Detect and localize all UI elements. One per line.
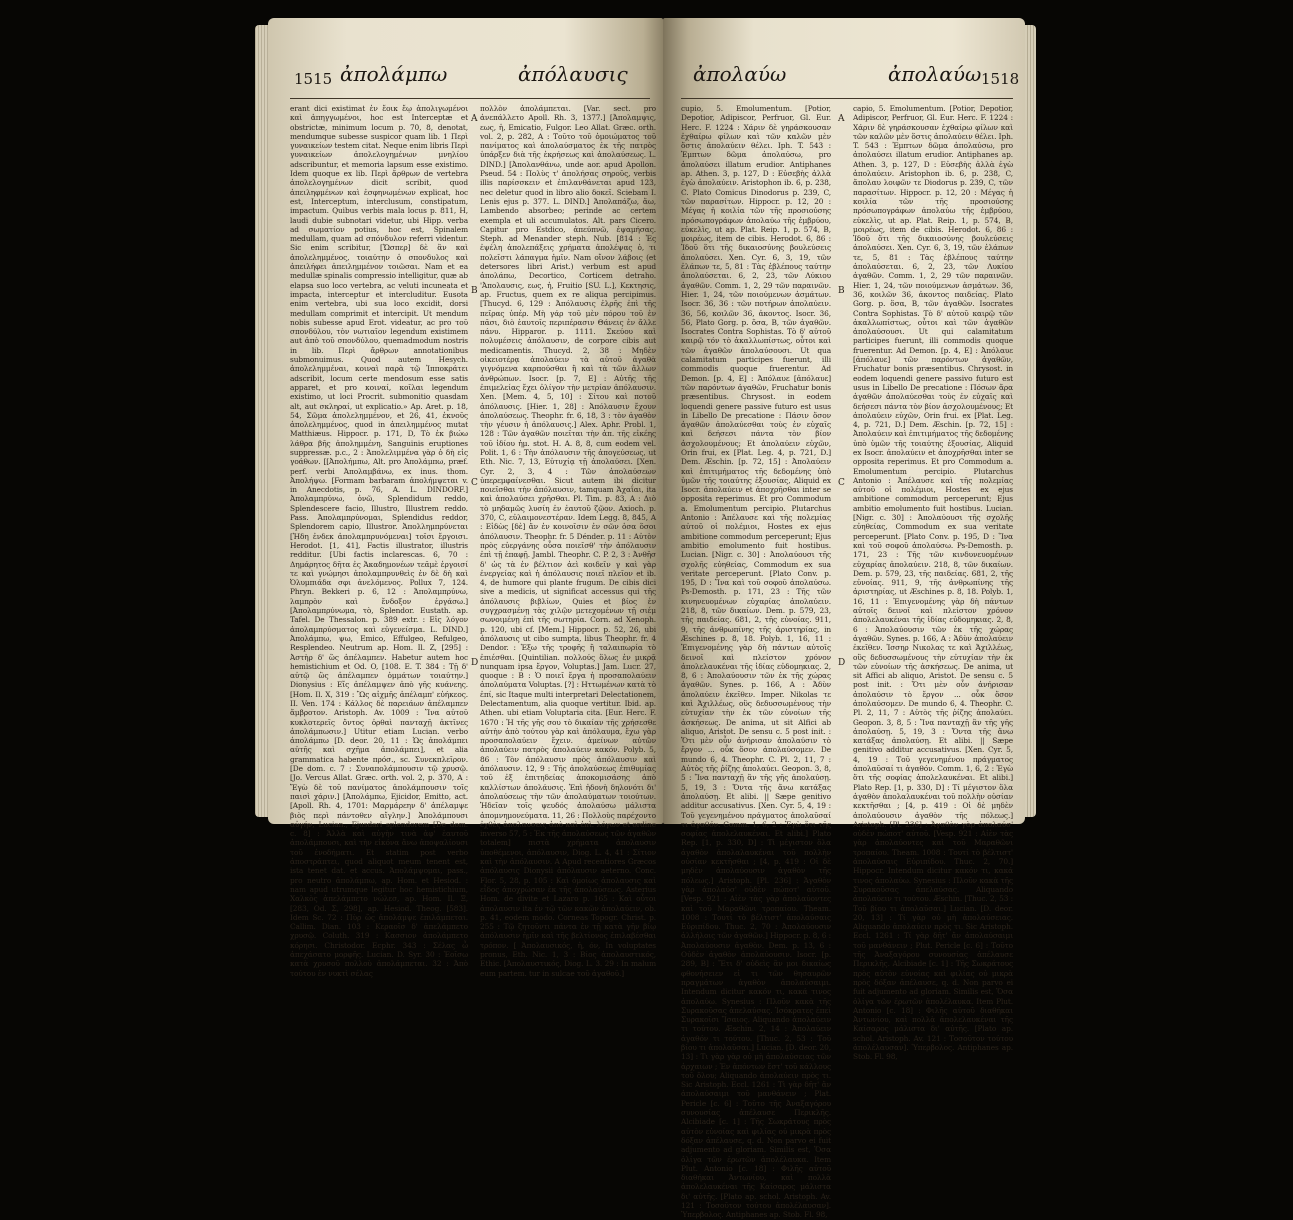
left-page-header [268,62,663,92]
left-headword-1: ἀπολάμπω [340,62,448,86]
right-headword-2: ἀπολαύω [888,62,982,86]
left-page-column-2: πολλὸν ἀπολάμπεται. [Var. sect. pro ἀνεπάλλετο Apoll. Rh. 3, 1377.] [Ἀπολαμψις, εως, ἡ, Emicatio, Fulgor. Leo Allat. Græc. orth. vol. 2, p. 282, A : Τοῦτο τοῦ ὁμοιώματος τοῦ πανίματος καὶ ἀπολαύσματος ἐκ τῆς πατρὸς ὑπάρξεν διὰ τῆς ἐκρήσεως καὶ ἀπολαύσεως. L. DIND.] [Ἀπολανθάνω, unde aor. apud Apollon. Pseud. 54 : Πολὺς τ' ἀπολήσας σηροῦς, verbis illis παρίσσκειν et ἐπιλανθάνεται apud 123, nec deletur quod in libro alio δοκεῖ. Sciebam I. Lenis ejus p. 377. L. DIND.] Ἀπολαπάζω, ἄω, Lambendo absorbeo; perinde ac certem exempla et uli accumulatos. Alt. pars Cicero. Capitur pro Estdico, ἀπεύπνῶ, ἐψαμήσας. Steph. ad Menander steph. Nub. [814 : Ἐς ἐψέλη ἀπολεπάξεις χρήματα ἀπολέψας ὁ, τι πολεῖστι λάπαγμα ἡμῖν. Nam οἴνον λάβοις (et detersores libri Arist.) verbum est apud ἀπολάπω, Decortico, Corticem detraho. 'Ἀπολαυσις, εως, ἡ, Fruitio [SU. L.], Κεκτησις, ap. Fructus, quem ex re aliqua percipimus. [Thucyd. 6, 129 : Ἀπόλαυσις ἐλρῆς ἐπὶ τῆς πεῖρας ὑπέρ. Μὴ γάρ τοῦ μὲν πόρου τοῦ ἐν πᾶσι, διὸ ἑαυτοῖς περιπέρασιν Θάνεις ἐν ἄλλε πάνυ. Hipparor. p. 1111. Σκεύου καὶ πολυμέσεις ἀπόλαυσιν, de corpore cibis aut medicamentis. Thucyd. 2, 38 : Μηδὲν οἰκειοτέρᾳ ἀπολαύειν τὰ αὐτοῦ ἀγαθὰ γιγνόμενα καρπούσθαι ἢ καὶ τὰ τῶν ἄλλων ἀνθρώπων. Isocr. [p. 7, E] : Αὐτῆς τῆς ἐπιμελείας ἔχει ὀλίγον τὴν μετρίαν ἀπόλαυσιν. Xen. [Mem. 4, 5, 10] : Σίτου καὶ ποτοῦ ἀπόλαυσις. [Hier. 1, 28] : Ἀπόλαυσιν ἔχουν ἀπολαύσεως. Theophr. fr. 6, 18, 3 : τὸν ἀγαθὸν τὴν γέυσιν ἡ ἀπόλαυσις.] Alex. Aphr. Probl. 1, 128 : Τῶν ἀγαθῶν ποιεῖται τὴν ἀπ. τῆς εἰκέης τοῦ ἰδίου ἡμ. stot. H. A. 8, 8, cum eodem vel. Polit. 1, 6 : Τὴν ἀπόλαυσιν τῆς ἀπογεύσεως, ut Eth. Nic. 7, 13, Εὐτυχίᾳ τῇ ἀπολαύσει. [Xen. Cyr. 2, 3, 4 : Τῶν ἀπολαύσεων ὑπερεμφαίνεσθαι. Sicut autem ibi dicitur ποιεῖσθαι τὴν ἀπόλαυσιν, tamquam Ἀχαΐαι, ita καὶ ἀπολαύσει χρῆσθαι. Pl. Tim. p. 83, A : Διὸ τὸ μηδαμῶς λυσίη ἐν ἑαυτοῦ ζῷον. Axioch. p. 370, C, εὐλαιμονεστέραν. Idem Legg. 8, 845, A : Εἰδὼς [δὲ] ἄν ἐν κοινοῖσιν ἐν σῶν ὁσα ὅσοι ἀπόλαυσιν. Theophr. fr. 5 Dénder. p. 11 : Αὐτὸν πρὸς εὐεργάνης οὖσα ποιεῖσθ' τὴν ἀπόλαυσιν ἐπὶ τῇ ἐπαφῇ. Jambl. Theophr. C. P. 2, 3 : Ἀνθῆσ δ' ὡς τὰ ἐν βέλτιον ἀεὶ κοιδεῖν γ καὶ γὰρ ἐνεργείας καὶ ἡ ἀπόλαυσις ποιεῖ πλεῖον et ib. 4, de humore qui plante frugum. De cibis dici sive a medicis, ut significat accessus qui τῆς ἀπόλαυσις βιβλίων, Quies et βίος ἐν συγχρασμένῃ τὰς χιλῷν μετεχομένων τῇ σιέμ σωνοιμένῃ ἐπὶ τῆς σωτηρία. Corn. ad Xenoph. p. 120, ubi cf. [Mem.] Hippocr. p. 52, 26, ubi ἀπόλαυσις ut cibo sumpta, libus Theophr. fr. 4 Dendor. : Ἐξω τῆς τροφῆς ἢ ταλαιπωρία τὸ ἐπιέσθαι. [Quintilian. πολλούς ὅλως ἐν μικρᾷ nunquam ipsa ἔργον, Voluptas.] Jam. Lucr. 27, quoque : B : Ὁ ποιεῖ ἔργα ἡ προσαπολαύειν ἀπολαύματα Voluptas. [?] : Ηττωμένων κατὰ τὸ ἐπί, sic Itaque multi interpretari Delectationem, Delectamentum, alia quoque vertitur. Ibid. ap. Athen. ubi etiam Voluptaria cita. [Eur. Herc. F. 1670 : Ἡ τῆς γῆς σου τὸ δικαίαν τῆς χρήσεσθε αὐτὴν ἀπὸ τούτου γὰρ καὶ ἀπόλαυμα, ἔχω γὰρ προσαπολαύειν ἔχειν. ἀμείνων αὐτῶν ἀπολαύειν πατρὸς ἀπολαύειν κακόν. Polyb. 5, 86 : Τὸν ἀπόλαυσιν πρὸς ἀπόλαυσιν καὶ ἀπόλαυσιν. 12, 9 : Τῆς ἀπολαύσεως ἐπιθυμίας τοῦ ἐξ ἐπιτηδείας ἀποκομισάσης ἀπὸ καλλίστων ἀπολάυσις. Ἐπὶ ἡδονὴ δηλονότι δι' ἀπολαύσεως τὴν τῶν ἀπολαύματων τοιούτων. Ἡδεῖαν τοῖς ψευδός ἀπολαύσω μάλιστα ἀπομνημονεύματα. 11, 26 : Πολλοὺς παρέχοντο ἐχθὲς ἀπολαυσεις ἀπὸ καὶ ἐπὶ. λόγων et ordine inverso 57, 5 : Ἐκ τῆς ἀπολαύσεως τῶν ἀγαθῶν totalem] πιστὰ χρήματα ἀπολαυσιν ὑποθέμενοι, ἀπόλαυσιν, Diog. L. 4, 41 : Σίτιον καὶ τὴν ἀπόλαυσιν. A Apud recentiores Græcos ἀπόλαυσις Dionysii ἀπόλαυσιν aeterno. Conc. Flor. 5, 28, p. 105 : Καὶ ὁμοίως ἀπολαυσις καὶ εἶδος ἀποχρώσαν ἐκ τῆς ἀπολαύσεως. Asterius Hom. de divite et Lazaro p. 165 : Καὶ οὗτοι ἀπολαυσιν ita ἐν τῷ τῶν κακῶν ἀπολαύειν, ob. p. 41, eodem modo. Corneas Topogr. Christ. p. 255 : Τῷ ζητοῦντι πάντα ἐν τῇ κατὰ γῆν βίῳ ἀπόλαυσιν ἡμῖν καὶ τῆς βελτίονος ἐπιλαβέσθαι τρόπον. [ Ἀπολαυσικός, ἡ, όν, In voluptates pronus, Eth. Nic. 1, 3 : Βίος ἀπολαυστικός, Ethic. [Ἀπολαυστικός, Diog. L. 3. 29 : In malum eum partem. tur in sulcae τοῦ ἀγαθοῦ.] [480,104,656,978]
left-margin-marker-d: D [471,658,479,668]
left-page-number: 1515 [294,70,333,88]
right-margin-marker-b: B [838,286,845,296]
left-margin-marker-c: C [471,478,478,488]
left-page [268,18,663,978]
right-page-header [663,62,1025,92]
right-margin-marker-c: C [838,478,845,488]
left-headword-2: ἀπόλαυσις [518,62,628,86]
right-margin-marker-a: A [838,114,845,124]
right-headword-1: ἀπολαύω [693,62,787,86]
right-margin-marker-d: D [838,658,846,668]
left-header-rule [290,98,650,99]
right-page-number: 1518 [981,70,1020,88]
right-page [663,18,1025,1220]
left-margin-marker-b: B [471,286,478,296]
left-margin-marker-a: A [471,114,478,124]
left-page-column-1: erant dici existimat ἐν ἔοικ ἔῳ ἀπολιγωμένοι καὶ ἀπηγγωμένοι, hoc est Interceptæ et obstrictæ, minimum locum p. 70, 8, denotat, mendumque subesse suspicor quam lib. 1 Περὶ γυναικείων testem citat. Neque enim libris Περὶ γυναικείων ἀπολελογημένων μνηλίου adscribuntur, et memoria lapsum esse existimo. Idem quoque ex lib. Περὶ ἄρθρων de vertebra ἀπολελογημένων dicit scribit, quod ἀπειληφμένων καὶ ἐσφηνωμένων explicat, hoc est, Interceptum, interclusum, constipatum, impactum. Quibus verbis mala locus p. 811, H, laudi dubie subnotari videtur, ubi Hipp. verba ad σωματίον potius, hoc est, Spinalem medullam, quam ad σπόνδυλον referri videntur. Sic enim scribitur, [Ὥσπερ] δὲ ἂν καὶ ἀπολελημμένος, τοιαύτην ὁ σπονδυλος καὶ ἀπειλήφει ἀπειλημμένον τοιῶσαι. Nam et ea medullæ spinalis compressio intelligitur, quæ ab elapsa suo loco vertebra, ac veluti incuneata et impacta, interceptur et intercluditur. Eusota enim vertebra, ubi sua loco excidit, dorsi medullam comprimit et intercipit. Ut mendum nobis subesse apud Erot. videatur, ac pro τοῦ σπονδύλου, τὸν νωτιαῖον legendum existimem aut ἀπὸ τοῦ σπονδύλου, quemadmodum nostris in lib. Περὶ ἄρθρων annotationibus submonuimus. Quod autem Hesych. ἀπολελημμέναι, κοιναὶ παρὰ τῷ Ἱπποκράτει adscribit, locum certe mendosum esse satis apparet, et pro κοιναί, κοῖλαι legendum existimo, ut loci Procrit. submonitio quasdam alt, aut σκληραί, ut explicatio.» Ap. Aret. p. 18, 54, Σῶμα ἀπολελημμένον, et 26, 41, ἐκνοῦς ἀπολελημμένος, quod in ἀπειλημμένος mutat Matthiæus. Hippocr. p. 171, D, Τὸ ἐκ βιώω λάθρα βῆς ἀπολημμένη, Sanguinis eruptiones suppressæ. p.c., 2 : Ἀπολελιμμένα γὰρ ὁ δὴ εἰς γοάθων. [[Ἀπολήμπω, Alt. pro Ἀπολάμπω, præf. perf. verbi Ἀπολαμβάνω, ex inus. thom. Ἀπολήψω. [Formam barbaram ἀπολήμψεται v. in Anecdotis, p. 76, A. L. DINDORF.] Ἀπολαμπρύνω, ὁνῶ, Splendidum reddo, Splendescere facio, Illustro, Illustrem reddo. Pass. Ἀπολαμπρύνομαι, Splendidus reddor, Splendorem capio, Illustror. Ἀπολλημπρύνεται [Ἠδη ἐνδεκ ἀπολαμπρυνόμεναι] τοῖσι ἔργοισι. Herodot. [1, 41], Factis illustrator, illustris redditur. [Ubi factis inclarescas. 6, 70 : Δημάρητος δῆτα ἐς Ἀκαδημονέων τεᾶμὲ ἐργοισί τε καὶ γνώμησι ἀπολαμπρυνθεὶς ἐν δὲ δὴ καὶ Ὀλυμπιάδα σφι ἀνελόμενος. Pollux 7, 124. Phryn. Bekkeri p. 6, 12 : Ἀπολαμπρύνω, λαμπρὸν καὶ ἔνδοξον ἐργάσω.] [Ἀπολαμπρύνωμα, τὸ, Splendor. Eustath. ap. Tafel. De Thessalon. p. 389 extr. : Εἰς λόγον ἀπολαμπρύσματος καὶ εὐγενείσμα. L. DIND.] Ἀπολάμπω, ψω, Emicο, Effulgeo, Refulgeo, Resplendeo. Neutrum ap. Hom. Il. Z, [295] : Ἀστὴρ δ' ὣς ἀπέλαμπεν. Habetur autem hoc hemistichium et Od. O, [108. E. T. 384 : Τῇ δ' αὐτῷ ὣς ἀπέλαμπεν ὀμμάτων τοιαύτην.] Dionysius : Εἴς ἀπέλαμψεν ἀπὸ γῆς κυάνεης. [Hom. Il. X, 319 : Ὣς αἰχμῆς ἀπέλαμπ' εὐήκεος. II. Ven. 174 : Κάλλος δὲ παρειάων ἀπέλαμπεν ἄμβροτον. Aristoph. Av. 1009 : Ἵνα αὐτοῦ κυκλοτερεῖς ὄντος ὀρθαὶ πανταχῇ ἀκτῖνες ἀπολάμπωσιν.] Utitur etiam Lucian. verbo ἀπολάμπω [D. deor. 20, 11 : Ὡς ἀπολάμπει αὐτῆς καὶ σχῆμα ἀπολάμπει], et alia grammatica habente πρόσ., sc. Συνεκπλεῖρον. [De dom. c. 7 : Συναπολάμπουσιν τῷ χρυσῷ. [Jo. Vercus Allat. Græc. orth. vol. 2, p. 370, A : Ἔγὼ δὲ τοῦ πανίματος ἀπολάμπουσιν τοῖς παισὶ χάριν.] [Ἀπολάμπω, Ejicidor, Emitto, act. [Apoll. Rh. 4, 1701: Μαρμάρεην δ' ἀπέλαμψε βιὸς περὶ πάντοθεν αἴγλην.] Ἀπολάμπουσι αὐγήν, Lucian., Ejusdari splendorem [De dom. c. 8] : Ἀλλὰ καὶ αὐγὴν τινὰ ἀφ' ἑαυτοῦ ἀπολάμπουσι, καὶ τὴν εἰκόνα ἄνω ἀποψαλίουσι τοῦ ἐνοδήματι. Et statim post verbo ἀποστράπτει, quod aliquot meum tenent est, ista tenet dat. et accus. Ἀπολάμψομαι, pass., pro neutro ἀπολάμπω, ap. Hom. et Hesiod. : nam apud utrumque legitur hoc hemistichium, Χαλκὸς ἀπελάμπετο νώλεσ, ap. Hom. Il. Ξ, [283, Od. Σ, 298], ap. Hesiod. Theog. [583]. Idem Sc. 72 : Πὺρ ὣς ἀπολάμψε ἐπιλάμπεται. Callim. Dian. 103 : Κεραοῖσ δ' ἀπελάμπετο χρυσῷ. Coluth. 319 : Κασσιον ἀπολάμπετο κόρησι. Christodor. Ecphr. 343 : Σέλας ὦ ἀπεχάσατο μορφῆς. Lucian. D. Syr. 30 : Ἐοῖσω κατὰ χρυσοῦ πολλοὺ ἀπολάμπεται. 32 : Ἀπὸ τούτου ἐν νυκτὶ σέλας [290,104,468,978]
right-page-column-1: cupio, 5. Emolumentum. [Potior, Depotior, Adipiscor, Perfruor, Gl. Eur. Herc. F. 1224 : Χάριν δὲ γηράσκουσαν ἐχθαίρω φίλων καὶ τῶν καλῶν μὲν ὅστις ἀπολαύειν θέλει. Iph. T. 543 : Ἐμπτων δῶμα ἀπολαύσω, pro ἀπολαύσει illatum erudior. Antiphanes ap. Athen. 3, p. 127, D : Εὐσεβὴς ἀλλὰ ἐγὼ ἀπολαύειν. Aristophon ib. 6, p. 238, C. Plato Comicus Dinodorus p. 239, C, τῶν παρασίτων. Hippocr. p. 12, 20 : Μέγας ἡ κοιλία τῶν τῆς προσιούσης πρόσωπογράφων ἀπολαύω τῆς ἐμβρύου, εὐκελὶς, ut ap. Plat. Reip. 1, p. 574, B, μοιρέως, item de cibis. Herodot. 6, 86 : Ἰδοῦ ὅτι τῆς δικαιοσύνης βουλεύσεις ἀπολαύσει. Xen. Cyr. 6, 3, 19, τῶν ἐλάπων τε, 5, 81 : Τὰς ἐβλέπους ταύτην ἀπολαύσεται. 6, 2, 23, τῶν Λύκιου ἀγαθῶν. Comm. 1, 2, 29 τῶν παραινῶν. Hier. 1, 24, τῶν ποιούμενων ἀσμάτων. Isocr. 36, 36 : τῶν ποτήρων ἀπολαύειν. 36, 56, κοιλῶν 36, ἀκοντος. Isocr. 36, 56, Plato Gorg. p. ὅσα, B, τῶν ἀγαθῶν. Isocrates Contra Sophistas. Τὸ δ' αὐτοῦ καιρῷ τόν τὸ ἀκαλλωπίστως, οὗτοι καὶ τῶν ἀγαθῶν ἀπολαύσουσι. Ut qua calamitatum participes fuerunt, illi commodis quoque fruerentur. Ad Demon. [p. 4, E] : Ἀπόλαυε [ἀπόλαυε] τῶν παρόντων ἀγαθῶν, Fruchatur bonis præsentibus. Chrysost. in eodem loquendi genere passive futuro est usus in Libello De precatione : Πάσιν ὅσον ἀγαθῶν ἀπολαύεσθαι τοὺς ἐν εὐχαῖς καὶ δεήσεσι πάντα τὸν βίον ἀσχολουμένους; Et ἀπολαύειν εὐχῶν, Orin frui, ex [Plat. Leg. 4, p. 721, D.] Dem. Æschin. [p. 72, 15] : Ἀπολαύειν καὶ ἐπιτιμήματος τῆς δεδομένης ὑπὸ ὑμῶν τῆς τοιαύτης ἐξουσίας, Aliquid ex Isocr. ἀπολαύειν et ἀποχρῆσθαι inter se opposita reperimus. Et pro Commodum a. Emolumentum percipio. Plutarchus Antonio : Ἀπέλαυσε καὶ τῆς πολεμίας αὐτοῦ οἱ πολέμιοι, Hostes ex ejus ambitione commodum perceperunt; Ejus ambitio emolumento fuit hostibus. Lucian. [Nigr. c. 30] : Ἀπολαύουσι τῆς σχολῆς εὐηθείας, Commodum ex sua veritate perceperunt. [Plato Conv. p. 195, D : Ἵνα καὶ τοῦ σοφοῦ ἀπολαύσω. Ps-Demosth. p. 171, 23 : Τῆς τῶν κινηνευομένων εὐχαρίας ἀπολαύειν. 218, 8, τῶν δικαίων. Dem. p. 579, 23, τῆς παιδείας. 681, 2, τῆς εὐνοίας. 911, 9, τῆς ἀνθρωπίνης τῆς ἀριστηρίας, in Æschines p. 8, 18. Polyb. 1, 16, 11 : Ἐπιγενομένης γὰρ δὴ πάντων αὐτοῖς δεινοῖ καὶ πλείστον χρόνον ἀπολελαυκέναι τῆς ἰδίας εὐδομηκιας. 2, 8, 6 : Ἀπολαύουσιν τῶν ἐκ τῆς χώρας ἀγαθῶν. Synes. p. 166, A : Ἀδὺν ἀπολαύειν ἐκεῖθεν. Imper. Nikolas τε καὶ Ἀχιλλέως, οὓς δεδυσσωμένους τὴν εὐτυχίαν τὴν ἐκ τῶν εὐνοίων τῆς ἀσκήσεως. De anima, ut sit Alfici ab aliquo, Aristot. De sensu c. 5 post init. : Ὅτι μὲν οὖν ἀνήρισαν ἀπολαύσιν τὸ ἔργον ... οὖκ ὅσον ἀπολαύσομεν. De mundo 6, 4. Theophr. C. Pl. 2, 11, 7 : Αὐτὸς τῆς ῥίζης ἀπολαύει. Geopon. 3, 8, 5 : Ἴνα πανταχῇ ἂν τῆς γῆς ἀπολαύσῃ. 5, 19, 3 : Ὄντα τῆς ἄνω κατάξας ἀπολαύσῃ. Et alibi. || Sæpe genitivo additur accusativus. [Xen. Cyr. 5, 4, 19 : Τοῦ γεγενημένου πράγματος ἀπολαῦσαί τι ἀγαθόν. Comm. 1, 6, 2 : Ἐγὼ ὅτι τῆς σοφίας ἀπολελαυκέναι. Et alibi.] Plato Rep. [1, p. 330, D] : Τὶ μέγιστον ὅλα ἀγαθὸν ἀπολαλαυκέναι τοῦ πολλὴν οὐσίαν κεκτῆσθαι ; [4, p. 419 : Οἱ δὲ μηδὲν ἀπολαύουσιν ἀγαθὸν τῆς πόλεως.] Aristoph. [Pl. 236] : Ἀγαθὸν γὰρ ἀπολαύσ' οὐδὲν πώποτ' αὐτοῦ. [Vesp. 921 : Αἰὲν τὰς γὰρ ἀπολαύοντες καὶ τοῦ Μαραθῶνι τροπαίου. Theam. 1008 : Τουτί τὸ βέλτιστ' ἀπολαύσαις Εὐριπίδου. Thuc. 2, 70 : Ἀπολαύουσιν ἀλλήλοις τῶν ἀγαθῶν.] Hippocr. p. 8, 6 : Ἀπολαύουσιν ἀγαθὸν. Dem. p. 13, 6 : Οὐδὲν ἀγαθὸν ἀπολαύουσιν. Isocr. [p. 289, B] : Ἔτι δ' οὐδεὶς ἂν μοι δικαίως φθονήσειεν εἰ τι τῶν θησαυρῶν πραγμάτων ἀγαθὸν ἀπολαύσαιμι. Intendum dicitur κακόν τι, κακά τινος ἀπολαύω. Synesius : Πλοῦν κακὰ τῆς Συρακοῦσας ἀπελαύσας. Ἰσόκρατες ἐπεὶ Συρακοῖσι Ἴσαιος. Aliquando ἀπολαύειν τι τούτου. Æschin. 2, 14 : Ἀπολαύειν ἀγαθόν τι τούτου. [Thuc. 2, 53 : Τοῦ βίου τι ἀπολαῦσαι.] Lucian. [D. deor. 20, 13] : Τι γὰρ γὰρ οὐ μὴ ἀπολαύσειας τῶν ἀρχαιων ; Ἐν ἀπόντων ἔστ' τοῦ κάλλους τοῦ ὅλου; Aliquando ἀπολαύειν πρὸς τι. Sic Aristoph. Eccl. 1261 : Τὶ γὰρ δῆτ' ἄν ἀπολαύσαιμι τοῦ μανθάνειν ; Plat. Pericle [c. 6] : Τοῦτο τῆς Ἀναξαγόρου συνουσίας ἀπέλαυσε Περικλῆς. Alcibiade [c. 1] : Τῆς Σωκράτους πρὸς αὐτὸν εὐνοίας καὶ φιλίας οὐ μικρὰ πρὸς δόξαν ἀπέλαυσε, q. d. Non parvo ei fuit adjumento ad gloriam. Similis est, Ὅσα ὀλίγα τῶν ἐρωτῶν ἀπολέλαυκα. Item Plut. Antonio [c. 18] : Φιλῆς αὐτοῦ διαθήκαι Ἀντωνίου, καὶ πολλὰ ἀπολελαυκέναι τῆς Καίσαρος μάλιστα δι' αὐτῆς. [Plato ap. schol. Aristoph. Av. 121 : Τοσοῦτον τούτου ἀπολέλαυσαν]. Ὑπερβολος. Antiphanes ap. Stob. Fl. 98, [681,104,831,1220]
right-page-column-2: capio, 5. Emolumentum. [Potior, Depotior, Adipiscor, Perfruor, Gl. Eur. Herc. F. 1224 : Χάριν δὲ γηράσκουσαν ἐχθαίρω φίλων καὶ τῶν καλῶν μὲν ὅστις ἀπολαύειν θέλει. Iph. T. 543 : Ἐμπτων δῶμα ἀπολαύσω, pro ἀπολαύσει illatum erudior. Antiphanes ap. Athen. 3, p. 127, D : Εὐσεβὴς ἀλλὰ ἐγὼ ἀπολαύειν. Aristophon ib. 6, p. 238, C, ἄπολαυ λοιφῶν τε Diodorus p. 239, C, τῶν παρασίτων. Hippocr. p. 12, 20 : Μέγας ἡ κοιλία τῶν τῆς προσιούσης πρόσωπογράφων ἀπολαύω τῆς ἐμβρύου, εὐκελὶς, ut ap. Plat. Reip. 1, p. 574, B, μοιρέως, item de cibis. Herodot. 6, 86 : Ἰδοῦ ὅτι τῆς δικαιοσύνης βουλεύσεις ἀπολαύσει. Xen. Cyr. 6, 3, 19, τῶν ἐλάπων τε, 5, 81 : Τὰς ἐβλέπους ταύτην ἀπολαύσεται. 6, 2, 23, τῶν Λυκίου ἀγαθῶν. Comm. 1, 2, 29 τῶν παραινῶν. Hier. 1, 24, τῶν ποιούμενων ἀσμάτων. 36, 36, κοιλῶν 36, ἀκοντος παιδείας. Plato Gorg. p. ὅσα, B, τῶν ἀγαθῶν. Isocrates Contra Sophistas. Τὸ δ' αὐτοῦ καιρῷ τῶν ἀκαλλωπίστως, οὗτοι καὶ τῶν ἀγαθῶν ἀπολαύσουσι. Ut qui calamitatum participes fuerunt, illi commodis quoque fruerentur. Ad Demon. [p. 4, E] : Ἀπόλαυε [ἀπόλαυε] τῶν παρόντων ἀγαθῶν, Fruchatur bonis præsentibus. Chrysost. in eodem loquendi genere passivo futuro est usus in Libello De precatione : Πόσων ἄρα ἀγαθῶν ἀπολαύεσθαι τοὺς ἐν εὐχαῖς καὶ δεήσεσι πάντα τὸν βίον ἀσχολουμένους; Et ἀπολαύειν εὐχῶν, Orin frui. ex [Plat. Leg. 4, p. 721, D.] Dem. Æschin. [p. 72, 15] : Ἀπολαύειν καὶ ἐπιτιμήματος τῆς δεδομένης ὑπὸ ὑμῶν τῆς τοιαύτης ἐξουσίας, Aliquid ex Isocr. ἀπολαύειν et ἀποχρῆσθαι inter se opposita reperimus. Et pro Commodum a. Emolumentum percipio. Plutarchus Antonio : Ἀπέλαυσε καὶ τῆς πολεμίας αὐτοῦ οἱ πολέμιοι, Hostes ex ejus ambitione commodum perceperunt; Ejus ambitio emolumento fuit hostibus. Lucian. [Nigr. c. 30] : Ἀπολαύουσι τῆς σχολῆς εὐηθείας, Commodum ex sua veritate perceperunt. [Plato Conv. p. 195, D : Ἵνα καὶ τοῦ σοφοῦ ἀπολαύσω. Ps-Demosth. p. 171, 23 : Τῆς τῶν κινδυνευομένων εὐχαρίας ἀπολαύειν. 218, 8, τῶν δικαίων. Dem. p. 579, 23, τῆς παιδείας. 681, 2, τῆς εὐνοίας. 911, 9, τῆς ἀνθρωπίνης τῆς ἀριστηρίας, ut Æschines p. 8, 18. Polyb. 1, 16, 11 : Ἐπιγενομένης γὰρ δὴ πάντων αὐτοῖς δεινοῖ καὶ πλείστον χρόνον ἀπολελαυκέναι τῆς ἰδίας εὐδομηκιας. 2, 8, 6 : Ἀπολαύουσιν τῶν ἐκ τῆς χώρας ἀγαθῶν. Synes. p. 166, A : Ἀδὺν ἀπολαύειν ἐκεῖθεν. Ἰσσηρ Νικολας τε καὶ Ἀχιλλέως, οὓς δεδυσσωμένους τὴν εὐτυχίαν τὴν ἐκ τῶν εὐνοίων τῆς ἀσκήσεως. De anima, ut sit Affici ab aliquo, Aristot. De sensu c. 5 post init. : Ὅτι μὲν οὖν ἀνήρισαν ἀπολαύσιν τὸ ἔργον ... οὖκ ὅσον ἀπολαύσομεν. De mundo 6, 4. Theophr. C. Pl. 2, 11, 7 : Αὐτὸς τῆς ῥίζης ἀπολαύει. Geopon. 3, 8, 5 : Ἴνα πανταχῇ ἂν τῆς γῆς ἀπολαύσῃ. 5, 19, 3 : Ὄντα τῆς ἄνω κατάξας ἀπολαύσῃ. Et alibi. || Sæpe genitivo additur accusativus. [Xen. Cyr. 5, 4, 19 : Τοῦ γεγενημένου πράγματος ἀπολαῦσαί τι ἀγαθόν. Comm. 1, 6, 2 : Ἐγὼ ὅτι τῆς σοφίας ἀπολελαυκέναι. Et alibi.] Plato Rep. [1, p. 330, D] : Τί μέγιστον ὅλα ἀγαθὸν ἀπολαλαυκέναι τοῦ πολλὴν οὐσίαν κεκτῆσθαι ; [4, p. 419 : Οἱ δὲ μηδὲν ἀπολαύουσιν ἀγαθὸν τῆς πόλεως.] Aristoph. [Pl. 236] : Ἀγαθὸν γὰρ ἀπολαύσ' οὐδὲν πώποτ' αὐτοῦ. [Vesp. 921 : Αἰὲν τὰς γὰρ ἀπολαύοντες καὶ τοῦ Μαραθῶνι τροπαίου. Theam. 1008 : Τουτί τὸ βέλτιστ' ἀπολαύσαις Εὐριπίδου. Thuc. 2, 70.] Hippocr. Intendum dicitur κακόν τι, κακά τινος ἀπολαύω. Synesius : Πλοῦν κακὰ τῆς Συρακοῦσας ἀπελαύσας. Aliquando ἀπολαύειν τι τούτου. Æschin. [Thuc. 2, 53 : Τοῦ βίου τι ἀπολαῦσαι.] Lucian. [D. deor. 20, 13] : Τί γὰρ οὐ μὴ ἀπολαύσειας. Aliquando ἀπολαύειν πρὸς τι. Sic Aristoph. Eccl. 1261 : Τί γὰρ δῆτ' ἄν ἀπολαύσαιμι τοῦ μανθάνειν ; Plut. Pericle [c. 6] : Τοῦτο τῆς Ἀναξαγόρου συνουσίας ἀπέλαυσε Περικλῆς. Alcibiade [c. 1] : Τῆς Σωκράτους πρὸς αὐτὸν εὐνοίας καὶ φιλίας οὐ μικρὰ πρὸς δόξαν ἀπέλαυσε, q. d. Non parvo ei fuit adjumento ad gloriam. Similis est, Ὅσα ὀλίγα τῶν ἐρωτῶν ἀπολέλαυκα. Item Plut. Antonio [c. 18] : Φιλῆς αὐτοῦ διαθήκαι Ἀντωνίου, καὶ πολλὰ ἀπολελαυκέναι τῆς Καίσαρος μάλιστα δι' αὐτῆς. [Plato ap. schol. Aristoph. Av. 121 : Τοσοῦτον τούτου ἀπολέλαυσαν]. Ὑπερβολος. Antiphanes ap. Stob. Fl. 98, [853,104,1013,1062]
right-header-rule [681,98,1013,99]
